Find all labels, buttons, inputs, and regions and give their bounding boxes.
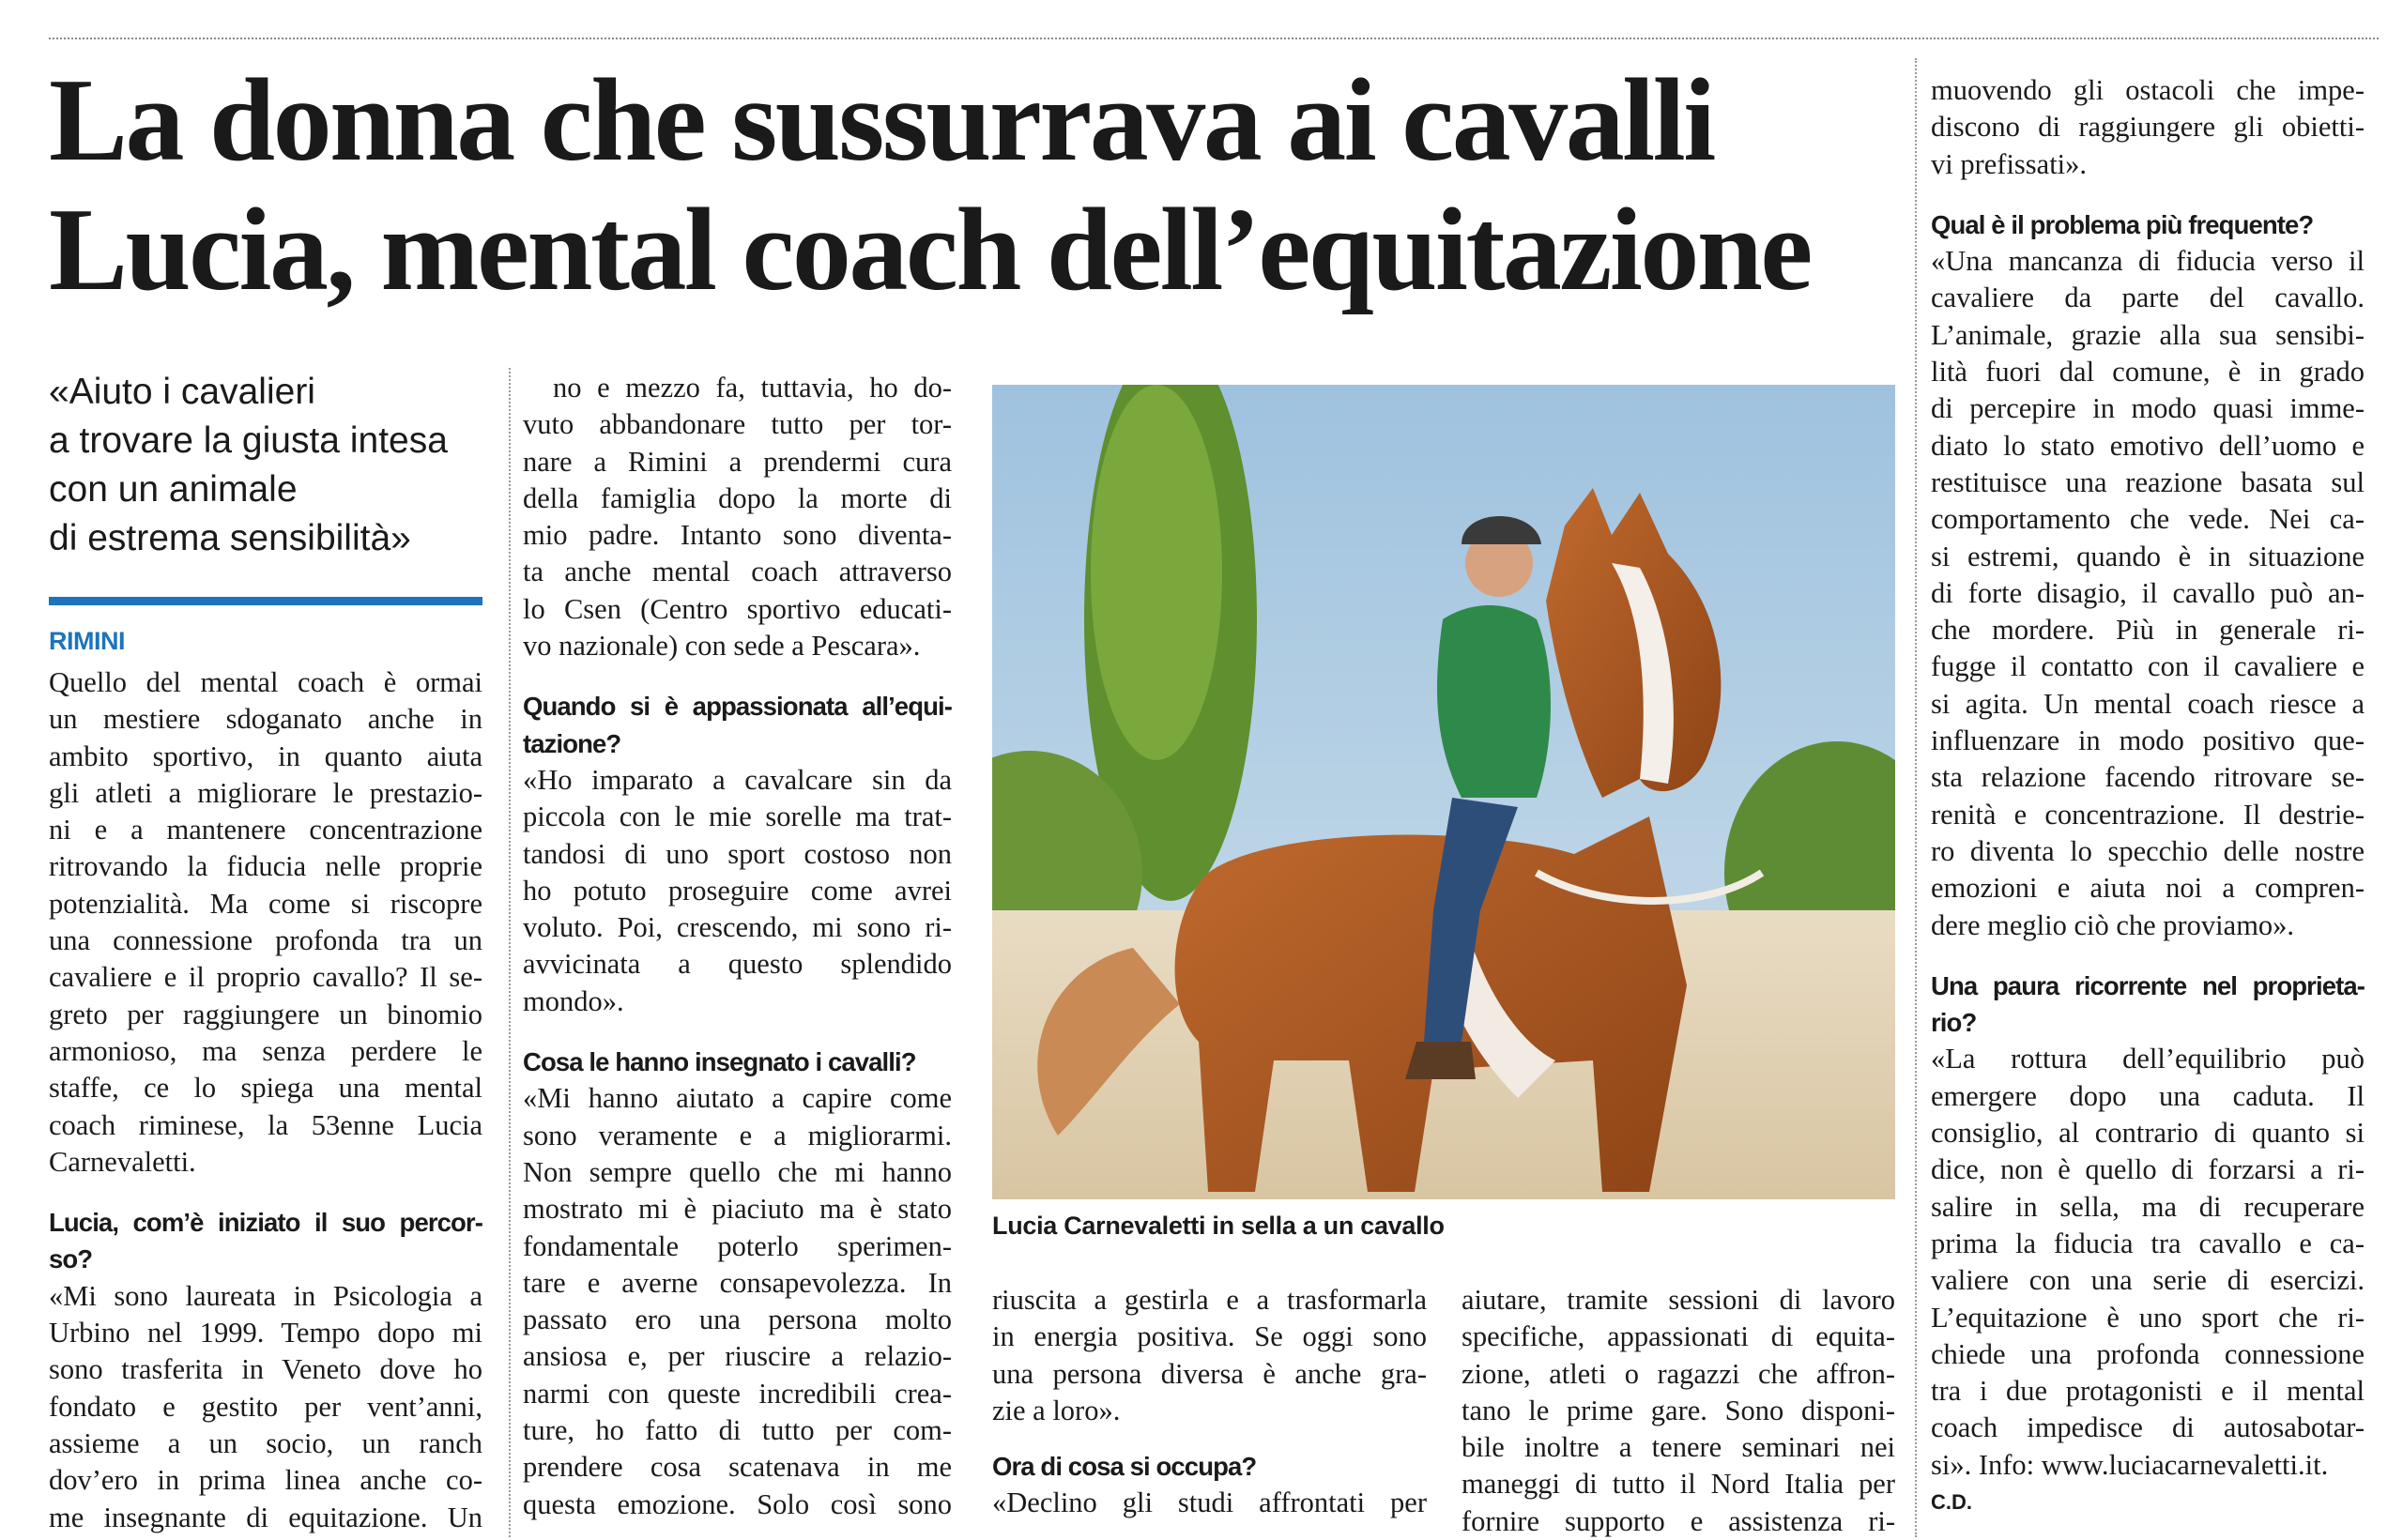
body-line: maneggi di tutto il Nord Italia per: [1462, 1468, 1895, 1501]
interview-question: Cosa le hanno insegnato i cavalli?: [523, 1047, 916, 1077]
headline-line-1: La donna che sussurrava ai cavalli: [49, 55, 1714, 186]
body-line: cavaliere e il proprio cavallo? Il se-: [49, 961, 482, 994]
author-initials: C.D.: [1931, 1489, 1972, 1514]
body-line: tano le prime gare. Sono disponi-: [1462, 1394, 1895, 1426]
pull-quote-line: con un animale: [49, 469, 298, 510]
interview-question: tazione?: [523, 728, 621, 758]
interview-question: Una paura ricorrente nel proprieta-: [1931, 970, 2365, 1000]
body-line: lo Csen (Centro sportivo educati-: [523, 592, 952, 625]
body-line: fondato e gestito per vent’anni,: [49, 1390, 482, 1423]
body-line: questa emozione. Solo così sono: [523, 1487, 952, 1520]
body-line: dice, non è quello di forzarsi a ri-: [1931, 1153, 2365, 1186]
body-line: ambito sportivo, in quanto aiuta: [49, 740, 482, 772]
interview-question: so?: [49, 1244, 93, 1274]
body-line: si estremi, quando è in situazione: [1931, 540, 2365, 572]
body-line: ritrovando la fiducia nelle proprie: [49, 850, 482, 883]
body-line: ansiosa e, per riuscire a relazio-: [523, 1340, 952, 1373]
body-line: potenzialità. Ma come si riscopre: [49, 887, 482, 920]
body-line: mondo».: [523, 984, 624, 1017]
body-line: narmi con queste incredibili crea-: [523, 1377, 952, 1410]
body-line: che mordere. Più in generale ri-: [1931, 614, 2365, 647]
article-column-4: [1462, 1282, 1895, 1540]
column-divider: [1915, 58, 1917, 1537]
body-line: mio padre. Intanto sono diventa-: [523, 519, 952, 552]
interview-question: Ora di cosa si occupa?: [992, 1452, 1257, 1482]
body-line: ture, ho fatto di tutto per com-: [523, 1414, 952, 1447]
body-line: emozioni e aiuta noi a compren-: [1931, 872, 2365, 905]
body-line: L’animale, grazie alla sua sensibi-: [1931, 318, 2365, 351]
body-line: fugge il contatto con il cavaliere e: [1931, 650, 2365, 683]
body-line: dere meglio ciò che proviamo».: [1931, 908, 2295, 941]
body-line: mostrato mi è piaciuto ma è stato: [523, 1193, 952, 1226]
body-line: tra i due protagonisti e il mental: [1931, 1375, 2365, 1408]
dateline: RIMINI: [49, 627, 125, 655]
body-line: fondamentale poterlo sperimen-: [523, 1229, 952, 1262]
body-line: di percepire in modo quasi imme-: [1931, 392, 2365, 425]
body-line: «La rottura dell’equilibrio può: [1931, 1043, 2365, 1075]
body-line: gli atleti a migliorare le prestazio-: [49, 776, 482, 809]
body-line: «Ho imparato a cavalcare sin da: [523, 763, 952, 796]
body-line: assieme a un socio, un ranch: [49, 1426, 482, 1459]
body-line: «Mi sono laureata in Psicologia a: [49, 1279, 482, 1312]
body-line: passato ero una persona molto: [523, 1304, 952, 1336]
body-line: L’equitazione è uno sport che ri-: [1931, 1301, 2365, 1334]
body-line: della famiglia dopo la morte di: [523, 481, 952, 514]
body-line: «Declino gli studi affrontati per: [992, 1487, 1427, 1519]
pull-quote: [49, 368, 490, 563]
article-headline: [49, 56, 1907, 315]
body-line: «Mi hanno aiutato a capire come: [523, 1082, 952, 1115]
article-column-1: [49, 664, 482, 1536]
body-line: diato lo stato emotivo dell’uomo e: [1931, 429, 2365, 462]
rider-on-horse-photo: [992, 385, 1895, 1199]
headline-line-2: Lucia, mental coach dell’equitazione: [49, 185, 1811, 315]
body-line: nare a Rimini a prendermi cura: [523, 445, 952, 478]
body-line: vuto abbandonare tutto per tor-: [523, 408, 952, 441]
body-line: vi prefissati».: [1931, 147, 2088, 180]
body-line: no e mezzo fa, tuttavia, ho do-: [553, 372, 952, 404]
article-column-3: [992, 1282, 1427, 1522]
body-line: vo nazionale) con sede a Pescara».: [523, 630, 921, 663]
body-line: discono di raggiungere gli obietti-: [1931, 111, 2365, 144]
body-line: coach riminese, la 53enne Lucia: [49, 1108, 482, 1141]
body-line: tandosi di uno sport costoso non: [523, 837, 952, 870]
body-line: lità fuori dal comune, è in grado: [1931, 356, 2365, 389]
body-line: una persona diversa è anche gra-: [992, 1357, 1427, 1390]
body-line: un mestiere sdoganato anche in: [49, 703, 482, 736]
body-line: emergere dopo una caduta. Il: [1931, 1079, 2365, 1112]
body-line: restituisce una reazione basata sul: [1931, 465, 2365, 498]
body-line: «Una mancanza di fiducia verso il: [1931, 245, 2365, 278]
body-line: aiutare, tramite sessioni di lavoro: [1462, 1284, 1895, 1316]
body-line: specifiche, appassionati di equita-: [1462, 1320, 1895, 1353]
body-line: ho potuto proseguire come avrei: [523, 874, 952, 907]
body-line: consiglio, al contrario di quanto si: [1931, 1117, 2365, 1150]
body-line: bile inoltre a tenere seminari nei: [1462, 1431, 1895, 1464]
body-line: comportamento che vede. Nei ca-: [1931, 503, 2365, 536]
body-line: dov’ero in prima linea anche co-: [49, 1464, 482, 1497]
body-line: renità e concentrazione. Il destrie-: [1931, 798, 2365, 831]
body-line: zione, atleti o ragazzi che affron-: [1462, 1357, 1895, 1390]
body-line: Carnevaletti.: [49, 1145, 196, 1178]
body-line: greto per raggiungere un binomio: [49, 998, 482, 1030]
body-line: si agita. Un mental coach riesce a: [1931, 687, 2365, 720]
body-line: sono veramente e a migliorarmi.: [523, 1119, 952, 1151]
body-line: ni e a mantenere concentrazione: [49, 814, 482, 846]
body-line: tare e averne consapevolezza. In: [523, 1266, 952, 1299]
body-line: voluto. Poi, crescendo, mi sono ri-: [523, 911, 952, 944]
body-line: di forte disagio, il cavallo può an-: [1931, 576, 2365, 609]
body-line: Non sempre quello che mi hanno: [523, 1155, 952, 1188]
body-line: riuscita a gestirla e a trasformarla: [992, 1284, 1427, 1316]
body-line: cavaliere da parte del cavallo.: [1931, 282, 2365, 314]
body-line: si». Info: www.luciacarnevaletti.it.: [1931, 1448, 2329, 1481]
body-line: Urbino nel 1999. Tempo dopo mi: [49, 1317, 482, 1349]
interview-question: Qual è il problema più frequente?: [1931, 209, 2314, 239]
pull-quote-line: di estrema sensibilità»: [49, 518, 411, 558]
body-line: sta relazione facendo ritrovare se-: [1931, 761, 2365, 794]
body-line: in energia positiva. Se oggi sono: [992, 1320, 1427, 1353]
pull-quote-line: «Aiuto i cavalieri: [49, 372, 315, 412]
column-divider: [509, 368, 511, 1537]
article-column-2: [523, 370, 952, 1523]
body-line: staffe, ce lo spiega una mental: [49, 1072, 482, 1105]
body-line: zie a loro».: [992, 1394, 1121, 1426]
body-line: armonioso, ma senza perdere le: [49, 1034, 482, 1067]
body-line: fornire supporto e assistenza ri-: [1462, 1504, 1895, 1537]
interview-question: rio?: [1931, 1008, 1977, 1038]
body-line: prima la fiducia tra cavallo e ca-: [1931, 1227, 2365, 1259]
interview-question: Quando si è appassionata all’equi-: [523, 692, 952, 722]
body-line: chiede una profonda connessione: [1931, 1337, 2365, 1370]
body-line: salire in sella, ma di recuperare: [1931, 1190, 2365, 1223]
body-line: prendere cosa scatenava in me: [523, 1451, 952, 1484]
body-line: avvicinata a questo splendido: [523, 948, 952, 981]
body-line: sono trasferita in Veneto dove ho: [49, 1353, 482, 1386]
interview-question: Lucia, com’è iniziato il suo percor-: [49, 1208, 482, 1238]
body-line: valiere con una serie di esercizi.: [1931, 1264, 2365, 1297]
body-line: ro diventa lo specchio delle nostre: [1931, 834, 2365, 867]
body-line: Quello del mental coach è ormai: [49, 666, 482, 698]
top-dotted-rule: [49, 38, 2379, 39]
body-line: ta anche mental coach attraverso: [523, 556, 952, 588]
body-line: muovendo gli ostacoli che impe-: [1931, 74, 2365, 106]
body-line: una connessione profonda tra un: [49, 924, 482, 957]
body-line: piccola con le mie sorelle ma trat-: [523, 800, 952, 833]
pull-quote-line: a trovare la giusta intesa: [49, 420, 448, 461]
body-line: influenzare in modo positivo que-: [1931, 724, 2365, 757]
article-column-5: [1931, 72, 2365, 1520]
body-line: me insegnante di equitazione. Un: [49, 1501, 482, 1533]
photo-caption: Lucia Carnevaletti in sella a un cavallo: [992, 1212, 1445, 1240]
pull-quote-rule: [49, 597, 482, 605]
body-line: coach impedisce di autosabotar-: [1931, 1411, 2365, 1444]
